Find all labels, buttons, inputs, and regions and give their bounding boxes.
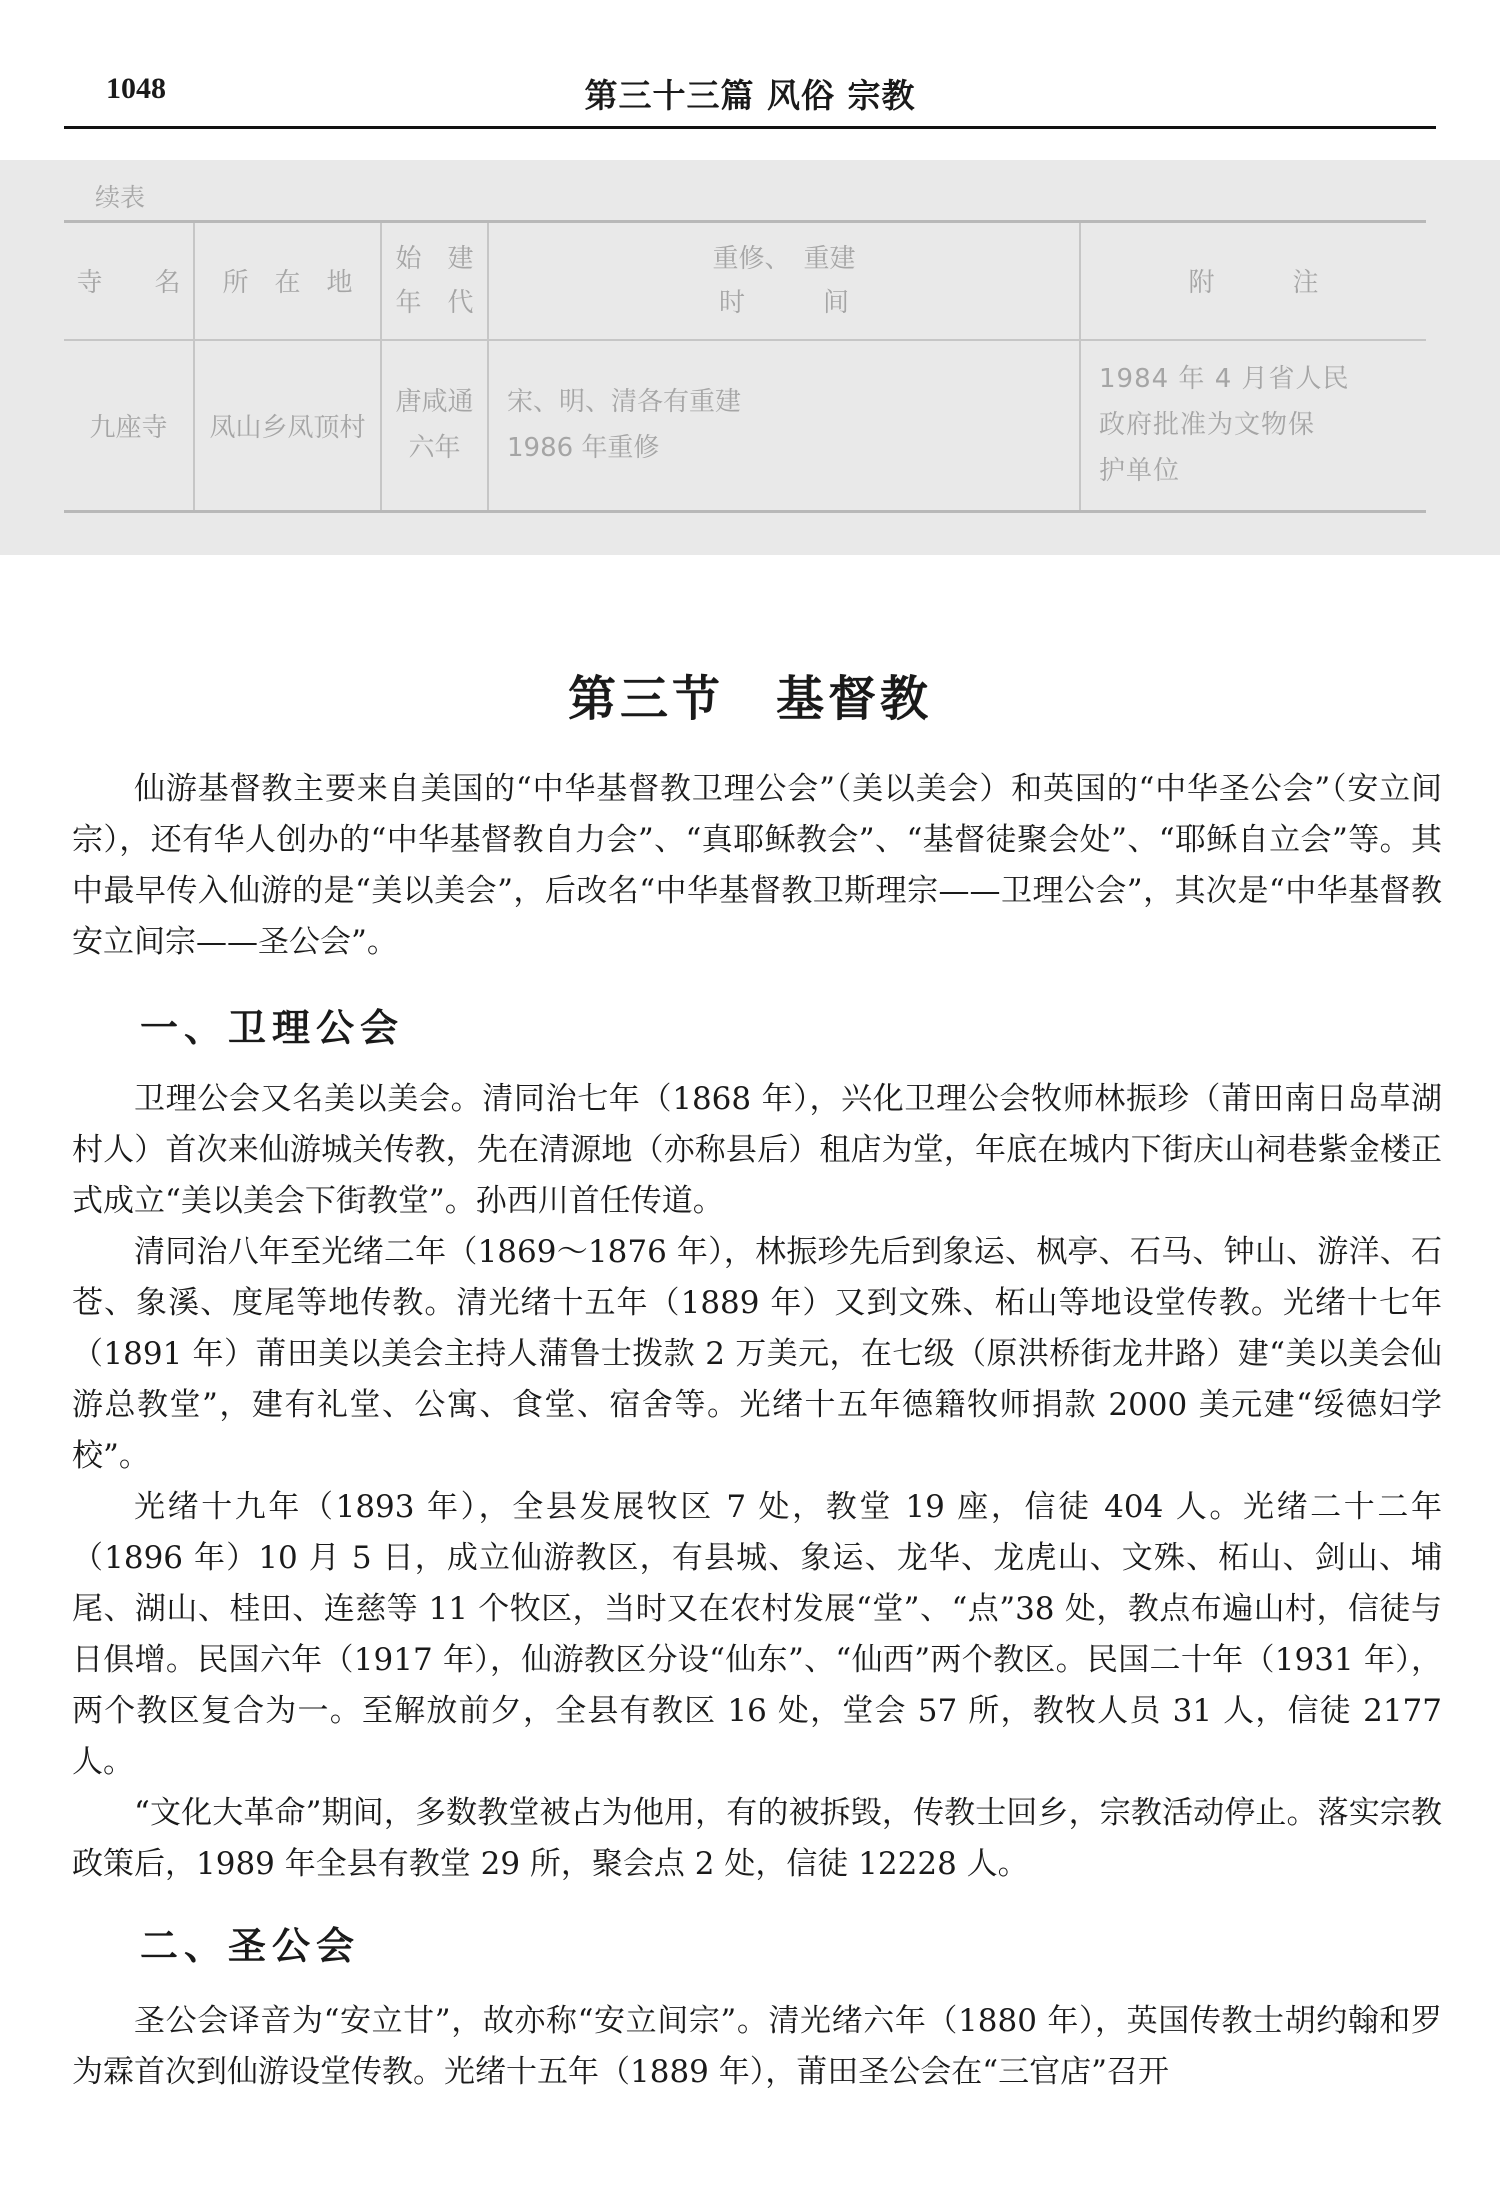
cell-temple-name: 九座寺 <box>89 412 168 443</box>
col-founding-era-line1: 始 建 <box>395 243 474 274</box>
col-rebuild-line2: 时 间 <box>718 287 849 318</box>
cell-note-line1: 1984 年 4 月省人民 <box>1099 364 1350 395</box>
subsection-heading-1: 一、卫理公会 <box>140 1006 405 1050</box>
col-rebuild-line1: 重修、 重建 <box>712 243 856 274</box>
running-title: 第三十三篇 风俗 宗教 <box>584 76 916 115</box>
cell-era-line1: 唐咸通 <box>395 387 474 418</box>
page-header <box>64 62 1436 129</box>
continued-table-label: 续表 <box>95 183 146 212</box>
cell-note-line3: 护单位 <box>1099 456 1181 487</box>
subsection-heading-2: 二、圣公会 <box>140 1924 361 1968</box>
paragraph: 卫理公会又名美以美会。清同治七年（1868 年），兴化卫理公会牧师林振珍（莆田南日岛草湖村人）首次来仙游城关传教，先在清源地（亦称县后）租店为堂，年底在城内下街庆山祠巷紫金楼正式成立“美以美会下街教堂”。孙西川首任传道。 <box>72 1081 1442 1219</box>
paragraph: “文化大革命”期间，多数教堂被占为他用，有的被拆毁，传教士回乡，宗教活动停止。落实宗教政策后，1989 年全县有教堂 29 所，聚会点 2 处，信徒 12228 人。 <box>72 1795 1442 1882</box>
cell-founding-era <box>381 340 488 512</box>
page-number: 1048 <box>106 72 166 105</box>
subsection-2-body <box>72 1996 1442 2098</box>
cell-rebuild-time <box>488 340 1080 512</box>
col-temple-name: 寺 名 <box>76 268 181 299</box>
cell-era-line2: 六年 <box>408 433 461 464</box>
intro-paragraph: 仙游基督教主要来自美国的“中华基督教卫理公会”（美以美会）和英国的“中华圣公会”（安立间宗），还有华人创办的“中华基督教自力会”、“真耶稣教会”、“基督徒聚会处”、“耶稣自立会”等。其中最早传入仙游的是“美以美会”，后改名“中华基督教卫斯理宗——卫理公会”，其次是“中华基督教安立间宗——圣公会”。 <box>72 771 1442 960</box>
paragraph: 圣公会译音为“安立甘”，故亦称“安立间宗”。清光绪六年（1880 年），英国传教士胡约翰和罗为霖首次到仙游设堂传教。光绪十五年（1889 年），莆田圣公会在“三官店”召开 <box>72 2003 1442 2090</box>
subsection-1-body <box>72 1074 1442 1890</box>
cell-notes <box>1080 340 1426 512</box>
table-header-row <box>64 222 1426 340</box>
col-founding-era <box>381 222 488 340</box>
cell-location: 凤山乡凤顶村 <box>194 340 381 512</box>
section-title: 第三节 基督教 <box>567 671 932 727</box>
col-notes: 附 注 <box>1080 222 1426 340</box>
paragraph: 清同治八年至光绪二年（1869～1876 年），林振珍先后到象运、枫亭、石马、钟山、游洋、石苍、象溪、度尾等地传教。清光绪十五年（1889 年）又到文殊、柘山等地设堂传教。光绪十七年（1891 年）莆田美以美会主持人蒲鲁士拨款 2 万美元，在七级（原洪桥街龙井路）建“美以美会仙游总教堂”，建有礼堂、公寓、食堂、宿舍等。光绪十五年德籍牧师捐款 2000 美元建“绥德妇学校”。 <box>72 1234 1442 1474</box>
col-rebuild-time <box>488 222 1080 340</box>
table-row <box>64 340 1426 512</box>
col-founding-era-line2: 年 代 <box>395 287 474 318</box>
intro-paragraph-block <box>72 764 1442 968</box>
paragraph: 光绪十九年（1893 年），全县发展牧区 7 处，教堂 19 座，信徒 404 人。光绪二十二年（1896 年）10 月 5 日，成立仙游教区，有县城、象运、龙华、龙虎山、文殊、柘山、剑山、埔尾、湖山、桂田、连慈等 11 个牧区，当时又在农村发展“堂”、“点”38 处，教点布遍山村，信徒与日俱增。民国六年（1917 年），仙游教区分设“仙东”、“仙西”两个教区。民国二十年（1931 年），两个教区复合为一。至解放前夕，全县有教区 16 处，堂会 57 所，教牧人员 31 人，信徒 2177 人。 <box>72 1489 1442 1780</box>
temple-table <box>64 220 1426 513</box>
cell-rebuild-line1: 宋、明、清各有重建 <box>507 387 742 418</box>
col-location: 所 在 地 <box>194 222 381 340</box>
cell-rebuild-line2: 1986 年重修 <box>507 433 660 464</box>
cell-note-line2: 政府批准为文物保 <box>1099 410 1316 441</box>
